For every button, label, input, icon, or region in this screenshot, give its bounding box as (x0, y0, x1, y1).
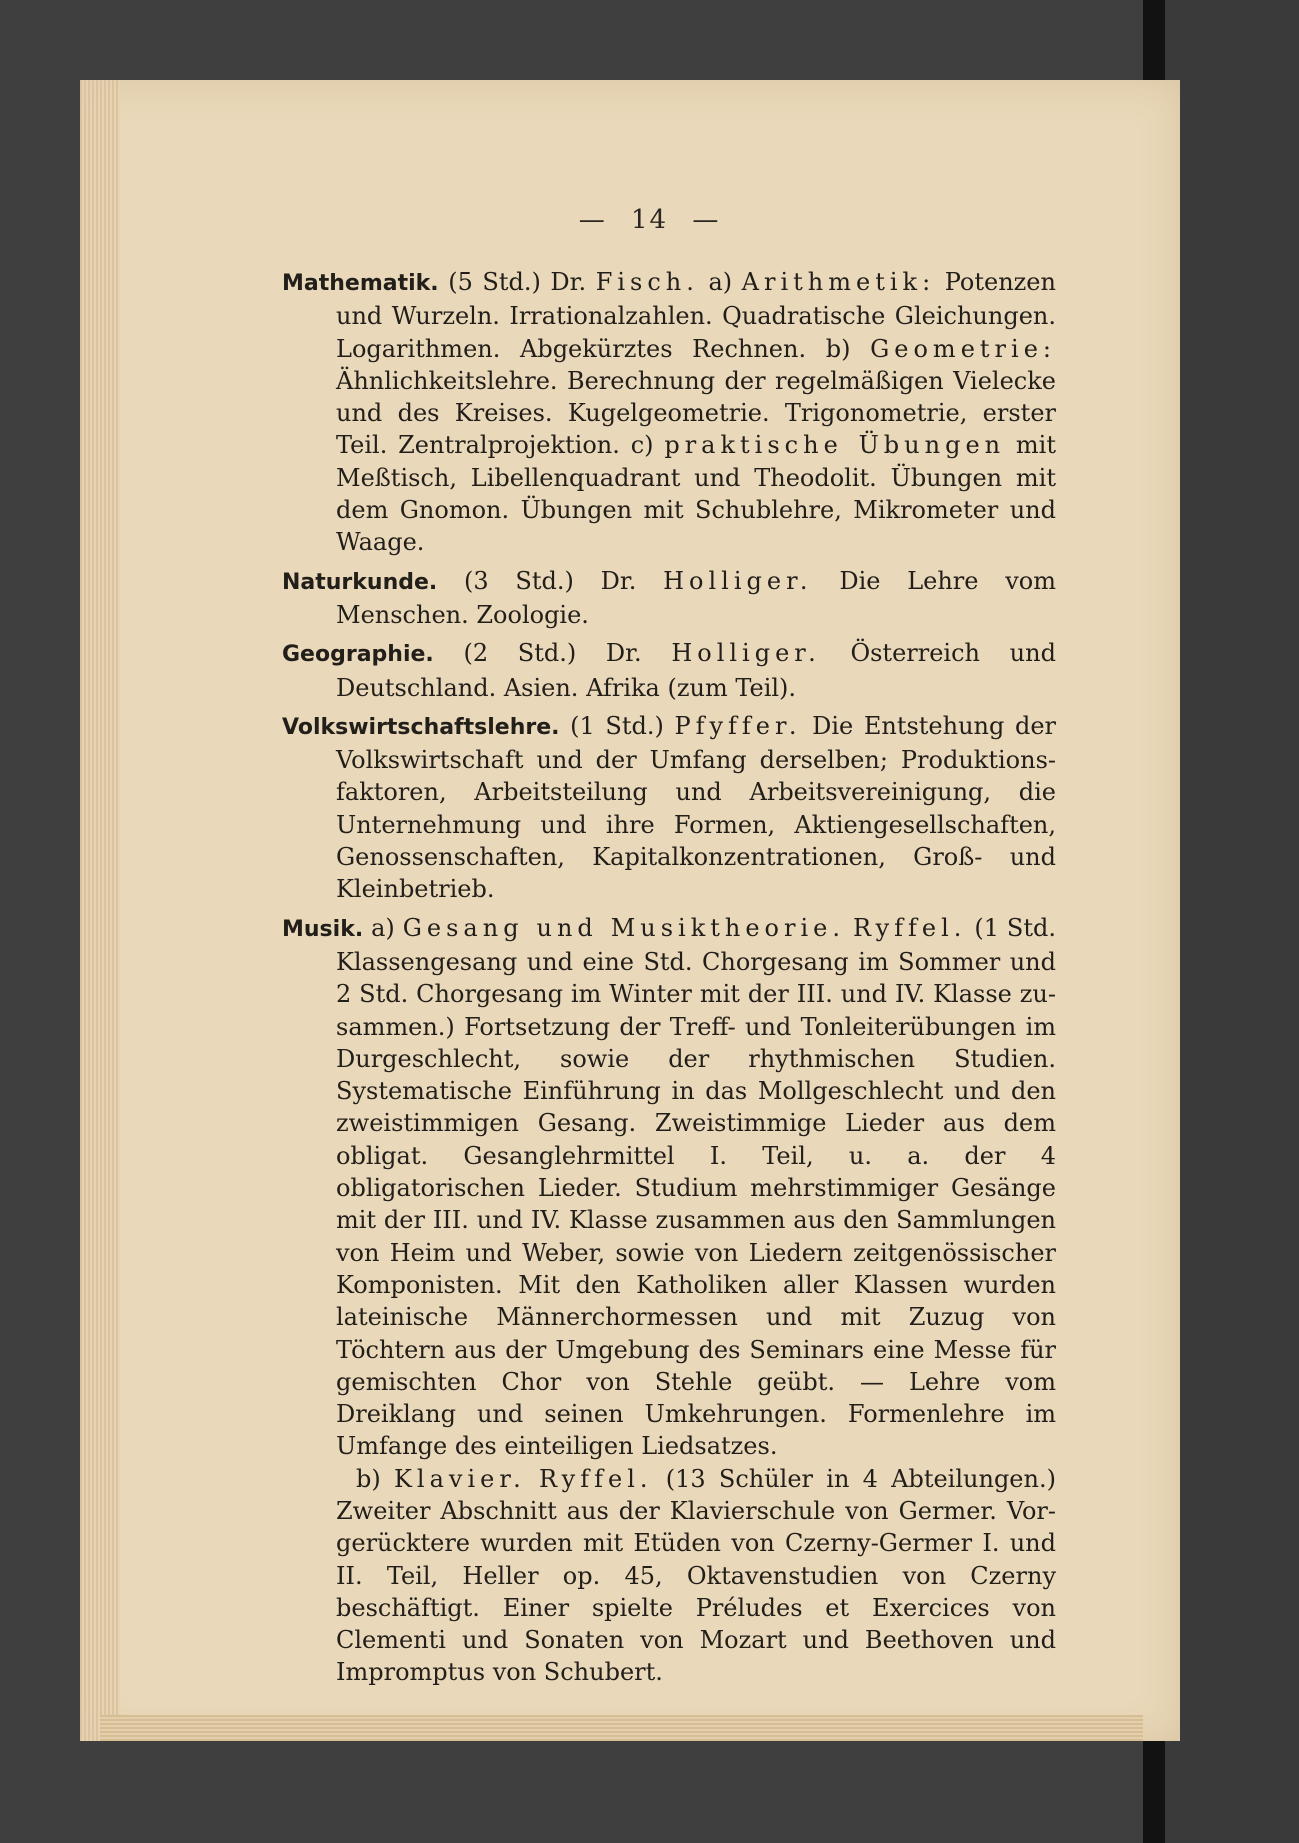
teacher-prefix-mathematik: Dr. (550, 268, 587, 296)
part-c-title-mathematik: praktische Übungen (664, 431, 1006, 460)
page-edges-left (80, 80, 120, 1741)
section-volkswirtschaftslehre (282, 710, 1056, 906)
text-volkswirtschaftslehre: Die Entstehung der Volkswirtschaft und der Umfang derselben; Produktionsfaktoren, Arbeitsteilung und Arbeitsvereinigung, die Unternehmung und ihre Formen, Aktiengesellschaften, Genossenschaften, Kapitalkonzentrationen, Groß- und Kleinbetrieb. (336, 711, 1057, 904)
hours-naturkunde: (3 Std.) (464, 566, 574, 595)
page-number (0, 205, 1299, 235)
part-b-label-mathematik: b) (825, 334, 851, 363)
section-naturkunde (282, 565, 1056, 632)
teacher-prefix-geographie: Dr. (605, 639, 642, 668)
part-a-title-mathematik: Arithmetik: (741, 268, 936, 296)
page-edges-bottom (100, 1715, 1143, 1741)
part-a-label-musik: a) (371, 913, 395, 942)
part-a-label-mathematik: a) (708, 268, 733, 296)
teacher-mathematik: Fisch. (595, 268, 699, 296)
heading-volkswirtschaftslehre: Volkswirtschaftslehre. (282, 714, 560, 740)
heading-geographie: Geographie. (282, 642, 434, 668)
heading-mathematik: Mathematik. (282, 271, 439, 296)
hours-volkswirtschaftslehre: (1 Std.) (570, 711, 664, 740)
part-b-title-musik: Klavier. (393, 1464, 526, 1493)
teacher-naturkunde: Holliger. (663, 566, 813, 595)
hours-geographie: (2 Std.) (463, 639, 577, 668)
page-number-value: 14 (630, 205, 669, 235)
page-body (282, 266, 1056, 1689)
teacher-volkswirtschaftslehre: Pfyffer. (674, 711, 802, 740)
background-right (1165, 0, 1299, 1843)
heading-musik: Musik. (282, 916, 364, 942)
part-b-text-musik: (13 Schüler in 4 Abteilungen.) Zweiter Abschnitt aus der Klavierschule von Germer. Vorgerücktere wurden mit Etüden von Czerny-Germer I. und II. Teil, Heller op. 45, Oktavenstudien von Czerny beschäftigt. Einer spielte Préludes et Exercices von Clementi und Sonaten von Mozart und Beethoven und Impromptus von Schubert. (336, 1464, 1056, 1687)
part-b-label-musik: b) (356, 1464, 381, 1493)
part-c-text-mathematik: mit Meßtisch, Libellenquadrant und Theodolit. Übungen mit dem Gnomon. Übungen mit Schublehre, Mikrometer und Waage. (336, 431, 1056, 557)
part-b-title-mathematik: Geometrie: (870, 334, 1056, 363)
section-mathematik (282, 266, 1056, 559)
part-a-title-musik: Gesang und Musiktheorie. (402, 913, 845, 942)
section-geographie (282, 637, 1056, 704)
text-geographie: Österreich und Deutschland. Asien. Afrika (zum Teil). (336, 639, 1056, 702)
part-a-teacher-musik: Ryffel. (852, 913, 967, 942)
teacher-geographie: Holliger. (671, 639, 821, 668)
page-number-dash-right: — (692, 205, 721, 235)
hours-mathematik: (5 Std.) (448, 268, 541, 296)
text-naturkunde: Die Lehre vom Menschen. Zoologie. (336, 566, 1056, 629)
part-c-label-mathematik: c) (630, 431, 654, 460)
page-number-dash-left: — (578, 205, 607, 235)
section-musik (282, 912, 1056, 1463)
part-a-text-mathematik: Potenzen und Wurzeln. Irrationalzahlen. Quadratische Gleichungen. Logarithmen. Abgekürztes Rechnen. (336, 268, 1056, 363)
part-b-text-mathematik: Ähnlichkeitslehre. Berechnung der regelmäßigen Vielecke und des Kreises. Kugelgeometrie. Trigonometrie, erster Teil. Zentralprojektion. (336, 366, 1056, 460)
part-b-teacher-musik: Ryffel. (539, 1464, 653, 1493)
teacher-prefix-naturkunde: Dr. (600, 566, 637, 595)
part-a-text-musik: (1 Std. Klassengesang und eine Std. Chorgesang im Sommer und 2 Std. Chorgesang im Winter mit der III. und IV. Klasse zusammen.) Fortsetzung der Treff- und Tonleiterübungen im Durgeschlecht, sowie der rhythmischen Studien. Systematische Einführung in das Mollgeschlecht und den zweistimmigen Gesang. Zweistimmige Lieder aus dem obligat. Gesanglehrmittel I. Teil, u. a. der 4 obligatorischen Lieder. Studium mehrstimmiger Gesänge mit der III. und IV. Klasse zusammen aus den Sammlungen von Heim und Weber, sowie von Liedern zeitgenössischer Komponisten. Mit den Katholiken aller Klassen wurden lateinische Männerchormessen und mit Zuzug von Töchtern aus der Umgebung des Seminars eine Messe für gemischten Chor von Stehle geübt. — Lehre vom Dreiklang und seinen Umkehrungen. Formenlehre im Umfange des einteiligen Liedsatzes. (336, 913, 1056, 1461)
section-musik-klavier (282, 1463, 1056, 1689)
heading-naturkunde: Naturkunde. (282, 569, 438, 595)
